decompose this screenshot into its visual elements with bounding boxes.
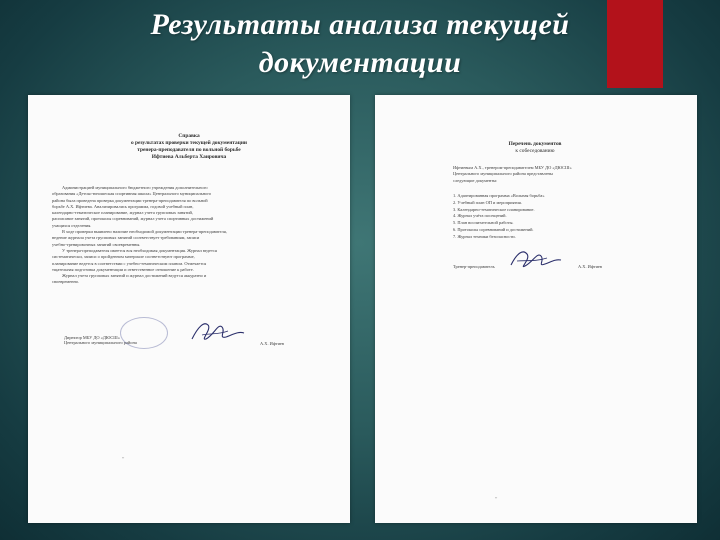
signature-name: А.Х. Ифтиев: [260, 341, 284, 346]
body-line: Журнал учета групповых занятий и журнал достижений ведутся аккуратно и: [62, 273, 207, 279]
slide-title-line-1: Результаты анализа текущей: [150, 8, 570, 41]
body-line: борьбе А.Х. Ифтиева. Анализировались программа, годовой учебный план,: [52, 203, 194, 209]
scanned-document-reference: [28, 95, 350, 523]
body-line: В ходе проверки выявлено наличие необходимой документации тренера-преподавателя,: [62, 229, 227, 235]
list-item: 5. План воспитательной работы.: [453, 220, 514, 226]
document-heading: [475, 141, 595, 155]
body-line: календарно-тематическое планирование, журнал учета групповых занятий,: [52, 210, 193, 216]
body-line: образования «Детско-юношеская спортивная школа» Центрального муниципального: [52, 191, 212, 197]
signature-icon: [188, 317, 248, 347]
body-line: систематически, записи о пройденном материале соответствуют программе,: [52, 254, 195, 260]
document-list: [453, 193, 653, 241]
list-item: 2. Учебный план ОП и мероприятия.: [453, 199, 522, 205]
document-intro: [453, 165, 653, 184]
list-item: 7. Журнал техники безопасности.: [453, 233, 516, 239]
document-body: [52, 185, 322, 286]
body-line: планирование ведется в соответствии с учебно-тематическим планом. Отмечается: [52, 260, 207, 266]
heading-line: о результатах проверки текущей документации: [130, 140, 248, 146]
heading-line: тренера-преподавателя по вольной борьбе: [137, 147, 241, 153]
signature-title: Тренер-преподаватель: [453, 264, 495, 269]
body-line: расписание занятий, протоколы соревнований, журнал учета спортивных достижений: [52, 216, 214, 222]
intro-line: Центрального муниципального района представлены: [453, 171, 553, 177]
document-heading: [28, 133, 350, 161]
signature-title-line: Директор МБУ ДО «ДЮСШ»: [64, 335, 120, 340]
heading-line: Ифтиева Альберта Хаировича: [151, 154, 227, 160]
heading-line: Справка: [178, 133, 200, 139]
scanned-document-list: [375, 95, 697, 523]
body-line: Администрацией муниципального бюджетного учреждения дополнительного: [62, 185, 208, 190]
body-line: учебно-тренировочных занятий своевременны.: [52, 241, 141, 247]
slide-title: [0, 6, 720, 82]
list-item: 1. Адаптированная программа «Вольная борьба»: [453, 193, 545, 198]
stamp-mark: [120, 317, 168, 349]
signature-title-line: Центрального муниципального района: [64, 340, 137, 345]
body-line: учащихся отделения.: [52, 222, 92, 228]
list-item: 6. Протоколы соревнований и достижений.: [453, 226, 534, 232]
body-line: ведение журнала учета групповых занятий соответствует требованиям, записи: [52, 235, 200, 241]
signature-icon: [505, 245, 565, 275]
body-line: района была проведена проверка документации тренера-преподавателя по вольной: [52, 197, 208, 203]
body-line: тщательная подготовка документации и ответственное отношение к работе.: [52, 266, 194, 272]
list-item: 4. Журнал учёта посещений.: [453, 213, 507, 219]
body-line: У тренера-преподавателя имеется вся необходимая документация. Журнал ведется: [62, 247, 217, 253]
intro-line: следующие документы:: [453, 177, 498, 183]
slide-title-line-2: документации: [258, 46, 462, 79]
body-line: своевременно.: [52, 279, 80, 285]
heading-line: Перечень документов: [508, 141, 562, 147]
heading-line: к собеседованию: [515, 148, 555, 154]
signature-name: А.Х. Ифтиев: [578, 264, 602, 269]
page-mark: ": [122, 457, 125, 463]
page-mark: ": [495, 497, 498, 503]
intro-line: Ифтиевым А.Х., тренером-преподавателем МБУ ДО «ДЮСШ»: [453, 165, 572, 170]
list-item: 3. Календарно-тематическое планирование.: [453, 206, 535, 212]
